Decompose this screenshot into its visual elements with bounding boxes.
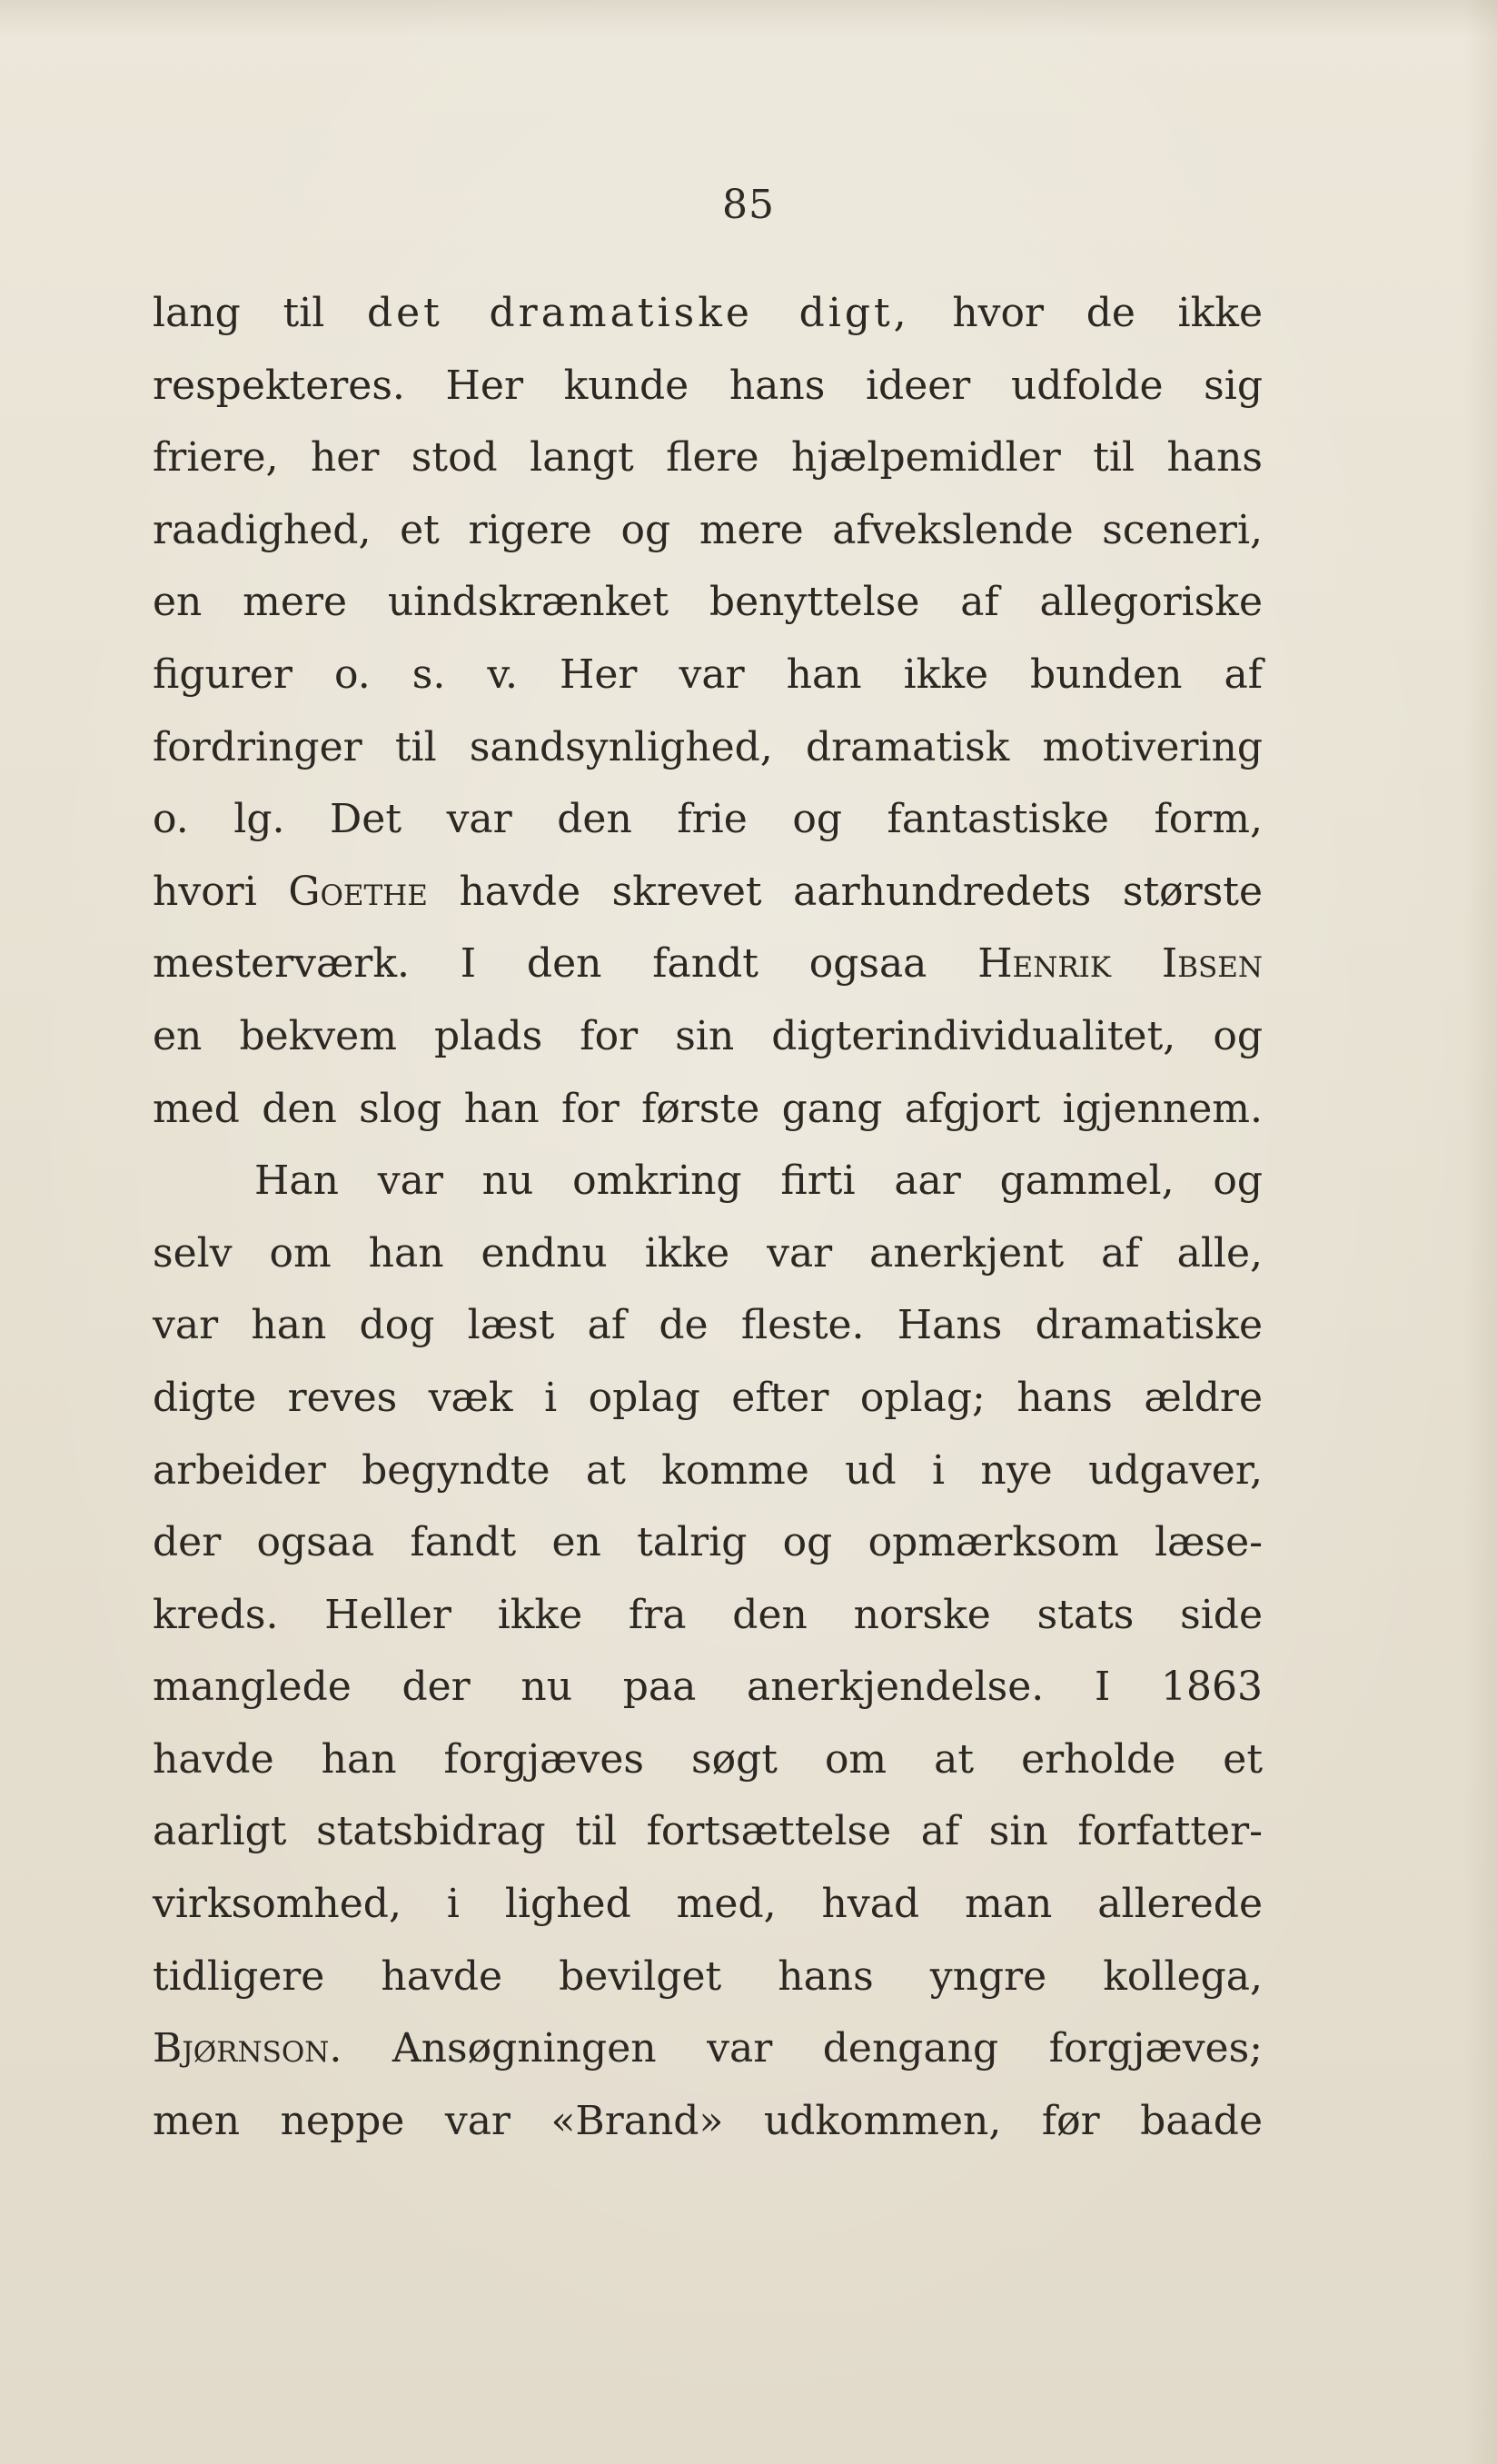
text-line: respekteres. Her kunde hans ideer udfolde sig <box>153 362 1263 409</box>
text-line: en mere uindskrænket benyttelse af allegoriske <box>153 579 1263 626</box>
page-edge-shade-top <box>0 0 1497 36</box>
text-line: virksomhed, i lighed med, hvad man allerede <box>153 1881 1263 1928</box>
text-line: friere, her stod langt flere hjælpemidler til hans <box>153 434 1263 482</box>
paragraph-first-line: Han var nu omkring firti aar gammel, og <box>254 1157 1263 1205</box>
text-line: tidligere havde bevilget hans yngre kollega, <box>153 1952 1263 2000</box>
text-line: digte reves væk i oplag efter oplag; hans ældre <box>153 1374 1263 1421</box>
text-line: aarligt statsbidrag til fortsættelse af sin forfatter- <box>153 1808 1263 1855</box>
text-line: mesterværk. I den fandt ogsaa Henrik Ibsen <box>153 940 1263 988</box>
text-line: hvori Goethe havde skrevet aarhundredets største <box>153 868 1263 915</box>
text-line: lang til det dramatiske digt, hvor de ikke <box>153 290 1263 336</box>
text-line: havde han forgjæves søgt om at erholde et <box>153 1735 1263 1783</box>
text-line: o. lg. Det var den frie og fantastiske form, <box>153 796 1263 843</box>
letterspaced-phrase: det dramatiske digt, <box>366 290 910 336</box>
text-line: Bjørnson. Ansøgningen var dengang forgjæves; <box>153 2025 1263 2072</box>
text-line: selv om han endnu ikke var anerkjent af alle, <box>153 1229 1263 1277</box>
text-line: en bekvem plads for sin digterindividualitet, og <box>153 1012 1263 1059</box>
author-name-goethe: Goethe <box>288 868 428 915</box>
page-number: 85 <box>722 182 775 228</box>
text-line: men neppe var «Brand» udkommen, før baade <box>153 2097 1263 2144</box>
text-line: kreds. Heller ikke fra den norske stats side <box>153 1591 1263 1638</box>
text-line: arbeider begyndte at komme ud i nye udgaver, <box>153 1446 1263 1494</box>
author-name-ibsen: Henrik Ibsen <box>977 940 1263 988</box>
text-line: der ogsaa fandt en talrig og opmærksom læse- <box>153 1519 1263 1566</box>
body-text <box>153 277 1263 2157</box>
text-line: fordringer til sandsynlighed, dramatisk motivering <box>153 723 1263 770</box>
text-line: raadighed, et rigere og mere afvekslende sceneri, <box>153 506 1263 553</box>
author-name-bjornson: Bjørnson <box>153 2025 330 2072</box>
page-edge-shade-right <box>1464 0 1497 2464</box>
text-line: figurer o. s. v. Her var han ikke bunden af <box>153 651 1263 698</box>
text-line: var han dog læst af de fleste. Hans dramatiske <box>153 1302 1263 1349</box>
text-line: manglede der nu paa anerkjendelse. I 1863 <box>153 1664 1263 1711</box>
text-line: med den slog han for første gang afgjort igjennem. <box>153 1085 1263 1132</box>
